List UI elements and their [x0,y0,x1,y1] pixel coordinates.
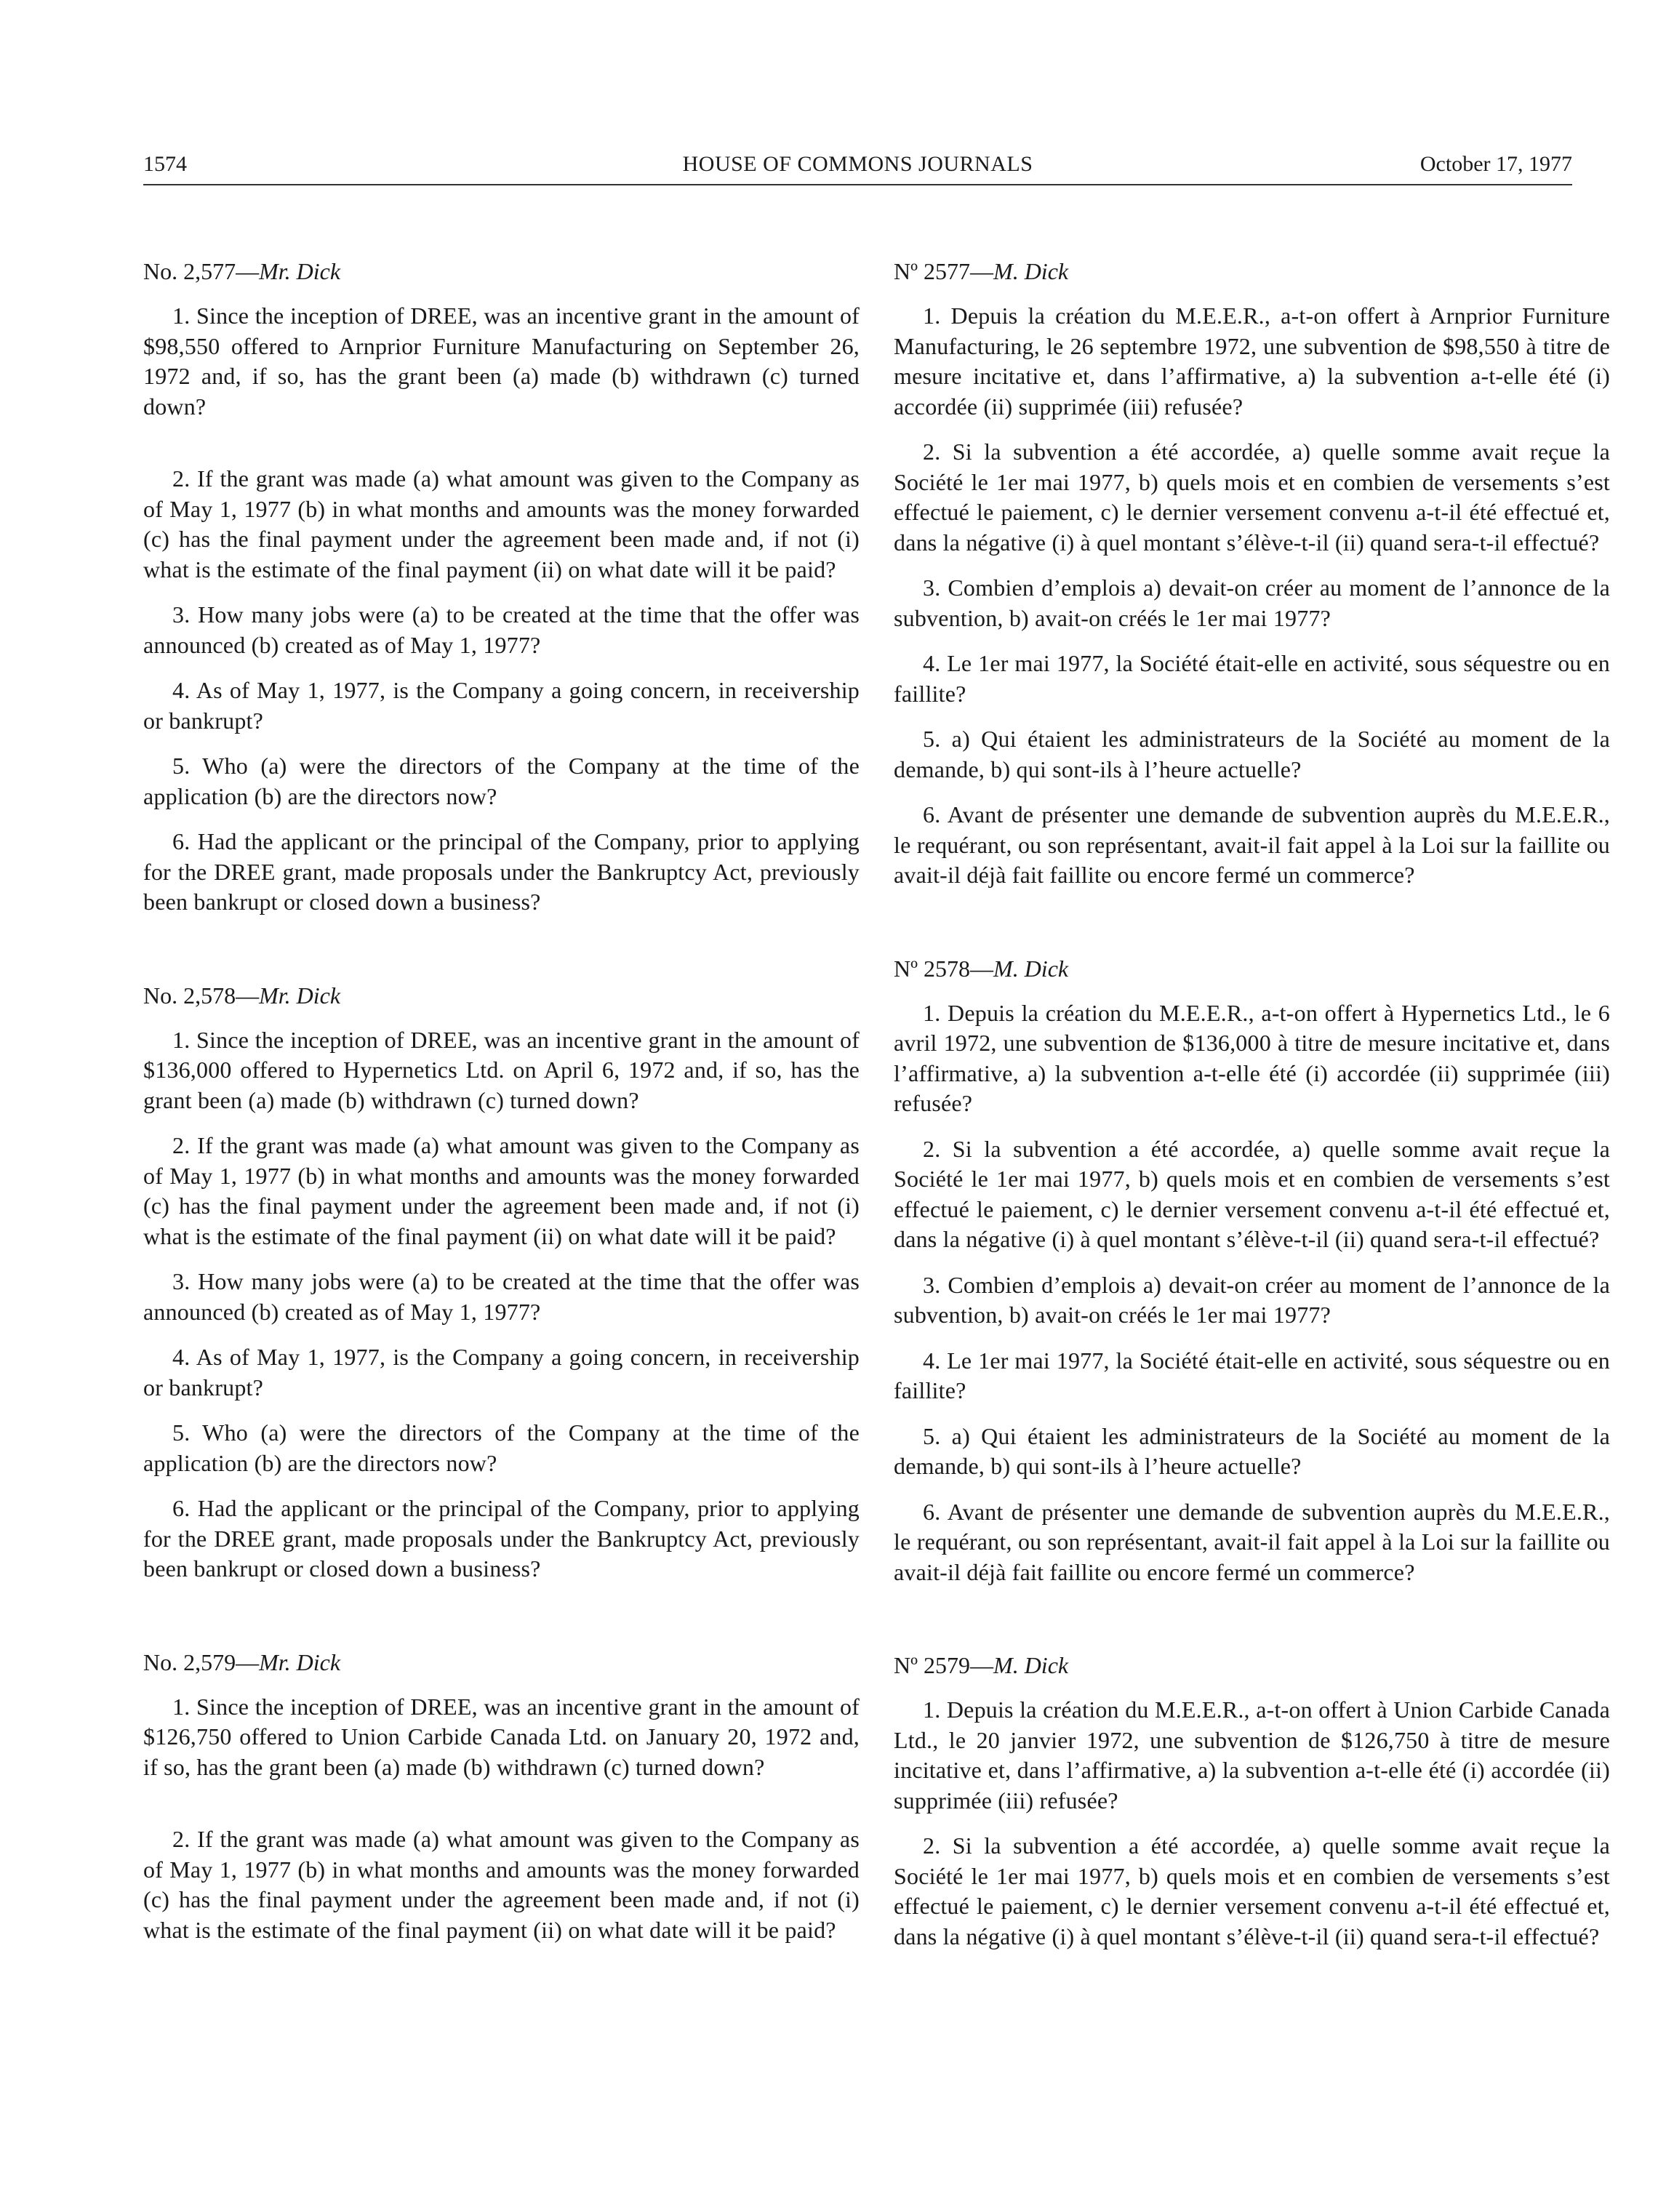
question-item: 2. If the grant was made (a) what amount was given to the Company as of May 1, 1977 (b) in what months and amounts was the money forwarded (c) has the final payment under the agreement been made and, if not (i) what is the estimate of the final payment (ii) on what date will it be paid? [143,465,860,582]
question-title: No. 2,578—Mr. Dick [143,982,341,1009]
question-item: 3. Combien d’emplois a) devait-on créer au moment de l’annonce de la subvention, b) avait-on créés le 1er mai 1977? [894,1271,1610,1328]
question-item: 3. Combien d’emplois a) devait-on créer au moment de l’annonce de la subvention, b) avait-on créés le 1er mai 1977? [894,574,1610,631]
member-name: Mr. Dick [259,982,341,1009]
question-item: 4. Le 1er mai 1977, la Société était-elle en activité, sous séquestre ou en faillite? [894,1347,1610,1403]
question-item: 3. How many jobs were (a) to be created at the time that the offer was announced (b) created as of May 1, 1977? [143,1268,860,1325]
question-item: 2. Si la subvention a été accordée, a) quelle somme avait reçue la Société le 1er mai 1977, b) quels mois et en combien de versements s’est effectué le paiement, c) le dernier versement convenu a-t-il été effectué et, dans la négative (i) à quel montant s’élève-t-il (ii) quand sera-t-il effectué? [894,1832,1610,1949]
question-item: 6. Avant de présenter une demande de subvention auprès du M.E.E.R., le requérant, ou son représentant, avait-il fait appel à la Loi sur la faillite ou avait-il déjà fait faillite ou encore fermé un commerce? [894,801,1610,888]
question-item: 5. Who (a) were the directors of the Company at the time of the application (b) are the directors now? [143,753,860,809]
question-2578-fr [894,953,1610,1588]
question-2578-en [143,980,860,1584]
member-name: M. Dick [993,258,1069,284]
question-item: 1. Depuis la création du M.E.E.R., a-t-on offert à Union Carbide Canada Ltd., le 20 janvier 1972, une subvention de $126,750 à titre de mesure incitative et, dans l’affirmative, a) la subvention a-t-elle été (i) accordée (ii) supprimée (iii) refusée? [894,1696,1610,1814]
member-name: Mr. Dick [259,258,341,284]
question-item: 4. As of May 1, 1977, is the Company a going concern, in receivership or bankrupt? [143,677,860,734]
question-item: 2. If the grant was made (a) what amount was given to the Company as of May 1, 1977 (b) in what months and amounts was the money forwarded (c) has the final payment under the agreement been made and, if not (i) what is the estimate of the final payment (ii) on what date will it be paid? [143,1132,860,1249]
question-2577-fr [894,256,1610,891]
question-item: 5. Who (a) were the directors of the Company at the time of the application (b) are the directors now? [143,1419,860,1476]
member-name: M. Dick [993,955,1069,982]
question-item: 2. If the grant was made (a) what amount was given to the Company as of May 1, 1977 (b) in what months and amounts was the money forwarded (c) has the final payment under the agreement been made and, if not (i) what is the estimate of the final payment (ii) on what date will it be paid? [143,1826,860,1943]
question-item: 1. Since the inception of DREE, was an incentive grant in the amount of $136,000 offered to Hypernetics Ltd. on April 6, 1972 and, if so, has the grant been (a) made (b) withdrawn (c) turned down? [143,1026,860,1113]
question-item: 1. Since the inception of DREE, was an incentive grant in the amount of $126,750 offered to Union Carbide Canada Ltd. on January 20, 1972 and, if so, has the grant been (a) made (b) withdrawn (c) turned down? [143,1693,860,1780]
french-column [894,256,1610,2014]
question-item: 4. Le 1er mai 1977, la Société était-elle en activité, sous séquestre ou en faillite? [894,650,1610,707]
member-name: Mr. Dick [259,1648,341,1675]
question-2579-en [143,1647,860,1946]
question-item: 5. a) Qui étaient les administrateurs de la Société au moment de la demande, b) qui sont-ils à l’heure actuelle? [894,726,1610,782]
question-item: 6. Had the applicant or the principal of the Company, prior to applying for the DREE grant, made proposals under the Bankruptcy Act, previously been bankrupt or closed down a business? [143,828,860,915]
question-item: 5. a) Qui étaient les administrateurs de la Société au moment de la demande, b) qui sont-ils à l’heure actuelle? [894,1422,1610,1479]
question-title: Nº 2578—M. Dick [894,955,1069,982]
question-item: 1. Depuis la création du M.E.E.R., a-t-on offert à Arnprior Furniture Manufacturing, le 26 septembre 1972, une subvention de $98,550 à titre de mesure incitative et, dans l’affirmative, a) la subvention a-t-elle été (i) accordée (ii) supprimée (iii) refusée? [894,302,1610,420]
question-title: No. 2,579—Mr. Dick [143,1648,341,1675]
header-rule [143,184,1572,185]
question-title: No. 2,577—Mr. Dick [143,258,341,284]
question-2579-fr [894,1650,1610,1952]
question-item: 2. Si la subvention a été accordée, a) quelle somme avait reçue la Société le 1er mai 1977, b) quels mois et en combien de versements s’est effectué le paiement, c) le dernier versement convenu a-t-il été effectué et, dans la négative (i) à quel montant s’élève-t-il (ii) quand sera-t-il effectué? [894,1135,1610,1252]
question-item: 6. Had the applicant or the principal of the Company, prior to applying for the DREE grant, made proposals under the Bankruptcy Act, previously been bankrupt or closed down a business? [143,1495,860,1582]
question-item: 1. Since the inception of DREE, was an incentive grant in the amount of $98,550 offered to Arnprior Furniture Manufacturing on September 26, 1972 and, if so, has the grant been (a) made (b) withdrawn (c) turned down? [143,302,860,420]
page-number: 1574 [143,152,187,176]
question-item: 4. As of May 1, 1977, is the Company a going concern, in receivership or bankrupt? [143,1344,860,1400]
english-column [143,256,860,2008]
question-item: 1. Depuis la création du M.E.E.R., a-t-on offert à Hypernetics Ltd., le 6 avril 1972, une subvention de $136,000 à titre de mesure incitative et, dans l’affirmative, a) la subvention a-t-elle été (i) accordée (ii) supprimée (iii) refusée? [894,999,1610,1116]
question-item: 6. Avant de présenter une demande de subvention auprès du M.E.E.R., le requérant, ou son représentant, avait-il fait appel à la Loi sur la faillite ou avait-il déjà fait faillite ou encore fermé un commerce? [894,1498,1610,1585]
journal-date: October 17, 1977 [1419,152,1572,176]
journal-title: HOUSE OF COMMONS JOURNALS [682,152,1033,176]
question-title: Nº 2577—M. Dick [894,258,1069,284]
question-item: 2. Si la subvention a été accordée, a) quelle somme avait reçue la Société le 1er mai 1977, b) quels mois et en combien de versements s’est effectué le paiement, c) le dernier versement convenu a-t-il été effectué et, dans la négative (i) à quel montant s’élève-t-il (ii) quand sera-t-il effectué? [894,438,1610,556]
member-name: M. Dick [993,1652,1069,1678]
question-2577-en [143,256,860,918]
page-header [143,147,1572,182]
question-title: Nº 2579—M. Dick [894,1652,1069,1678]
question-item: 3. How many jobs were (a) to be created at the time that the offer was announced (b) created as of May 1, 1977? [143,601,860,658]
